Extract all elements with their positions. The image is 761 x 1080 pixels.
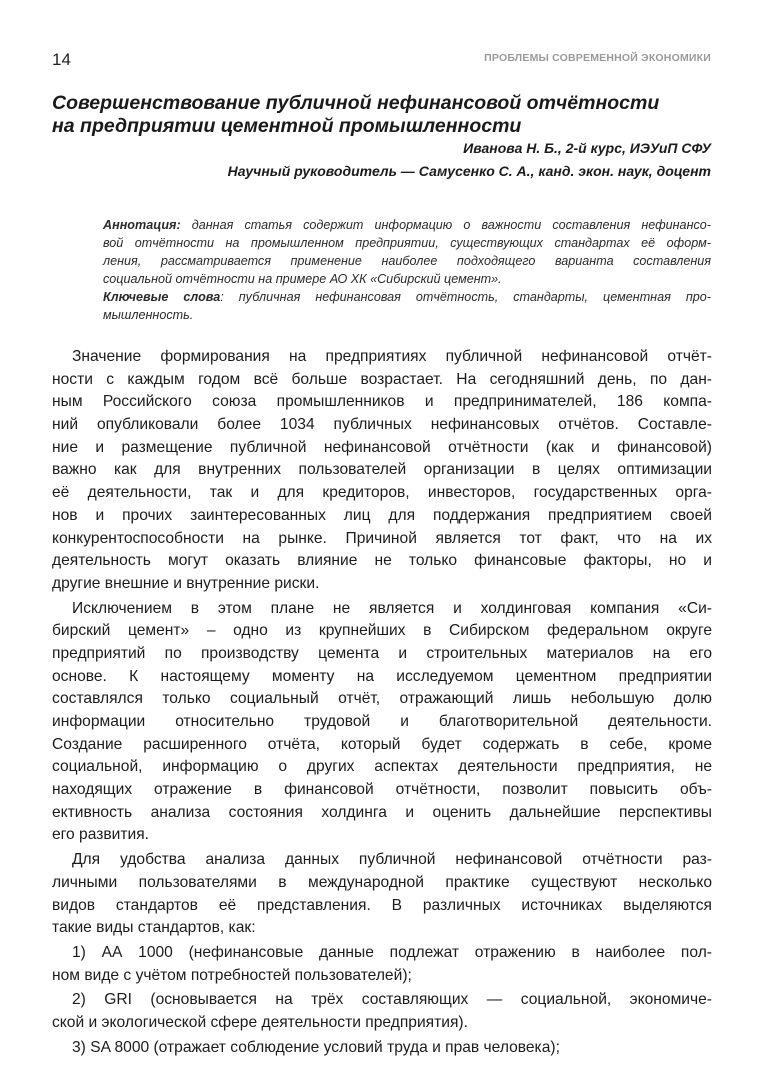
body-line: личными пользователями в международной практике существуют несколько: [52, 873, 712, 891]
title-line: на предприятии цементной промышленности: [52, 115, 522, 137]
body-line: его развития.: [52, 826, 149, 844]
list-item: 1) АА 1000 (нефинансовые данные подлежат отражению в наиболее пол-: [72, 943, 712, 961]
body-line: видов стандартов её представления. В различных источниках выделяются: [52, 896, 712, 914]
abstract-line: [103, 216, 711, 234]
body-line: предприятий по производству цемента и строительных материалов на его: [52, 644, 712, 662]
body-line: Создание расширенного отчёта, который будет содержать в себе, кроме: [52, 735, 712, 753]
abstract-line: ления, рассматривается применение наиболее подходящего варианта составления: [103, 254, 711, 268]
body-line: Значение формирования на предприятиях публичной нефинансовой отчёт-: [72, 348, 712, 365]
author-line: Иванова Н. Б., 2-й курс, ИЭУиП СФУ: [463, 140, 711, 156]
body-line: деятельность могут оказать влияние не только финансовые факторы, но и: [52, 552, 712, 570]
body-line: её деятельности, так и для кредиторов, инвесторов, государственных орга-: [52, 484, 712, 502]
keywords-label: Ключевые слова: [103, 290, 221, 304]
abstract-line: вой отчётности на промышленном предприятии, существующих стандартах её оформ-: [103, 236, 711, 250]
keywords-line: [103, 288, 711, 306]
list-item: 3) SA 8000 (отражает соблюдение условий труда и прав человека);: [72, 1038, 560, 1056]
body-line: социальной, информацию о других аспектах деятельности предприятия, не: [52, 758, 712, 776]
list-item: ской и экологической сфере деятельности предприятия).: [52, 1013, 468, 1031]
body-line: находящих отражение в финансовой отчётности, позволит повысить объ-: [52, 781, 712, 799]
body-line: конкурентоспособности на рынке. Причиной является тот факт, что на их: [52, 529, 712, 547]
abstract: [103, 216, 711, 324]
article-title: [52, 92, 712, 138]
abstract-text: данная статья содержит информацию о важности составления нефинансо-: [180, 218, 711, 232]
body-line: составлялся только социальный отчёт, отражающий лишь небольшую долю: [52, 690, 712, 708]
list-item: ном виде с учётом потребностей пользователей);: [52, 966, 412, 984]
body-line: основе. К настоящему моменту на исследуемом цементном предприятии: [52, 667, 712, 685]
page-number: 14: [52, 50, 71, 69]
body-line: бирский цемент» – одно из крупнейших в Сибирском федеральном округе: [52, 622, 712, 640]
abstract-label: Аннотация:: [103, 218, 181, 232]
body-line: важно как для внутренних пользователей организации в целях оптимизации: [52, 461, 712, 479]
body-line: информации относительно трудовой и благотворительной деятельности.: [52, 713, 712, 730]
body-line: ний опубликовали более 1034 публичных нефинансовых отчётов. Составле-: [52, 416, 712, 434]
body-line: другие внешние и внутренние риски.: [52, 574, 320, 592]
abstract-line: социальной отчётности на примере АО ХК «Сибирский цемент».: [103, 272, 502, 286]
running-title: ПРОБЛЕМЫ СОВРЕМЕННОЙ ЭКОНОМИКИ: [484, 52, 711, 64]
body-line: Исключением в этом плане не является и холдинговая компания «Си-: [72, 599, 712, 617]
list-item: 2) GRI (основывается на трёх составляющих — социальной, экономиче-: [72, 991, 712, 1009]
body-line: ности с каждым годом всё больше возрастает. На сегодняшний день, по дан-: [52, 370, 712, 388]
body-line: ективность анализа состояния холдинга и оценить дальнейшие перспективы: [52, 803, 712, 821]
body-line: Для удобства анализа данных публичной нефинансовой отчётности раз-: [72, 851, 712, 869]
body-line: нов и прочих заинтересованных лиц для поддержания предприятием своей: [52, 506, 712, 524]
keywords-line: мышленность.: [103, 308, 194, 322]
article-body: [52, 346, 712, 1059]
keywords-text: : публичная нефинансовая отчётность, стандарты, цементная про-: [220, 290, 711, 304]
title-line: Совершенствование публичной нефинансовой отчётности: [52, 92, 660, 114]
body-line: такие виды стандартов, как:: [52, 919, 256, 937]
body-line: ным Российского союза промышленников и предпринимателей, 186 компа-: [52, 393, 712, 411]
advisor-line: Научный руководитель — Самусенко С. А., канд. экон. наук, доцент: [227, 163, 711, 179]
body-line: ние и размещение публичной нефинансовой отчётности (как и финансовой): [52, 438, 712, 456]
